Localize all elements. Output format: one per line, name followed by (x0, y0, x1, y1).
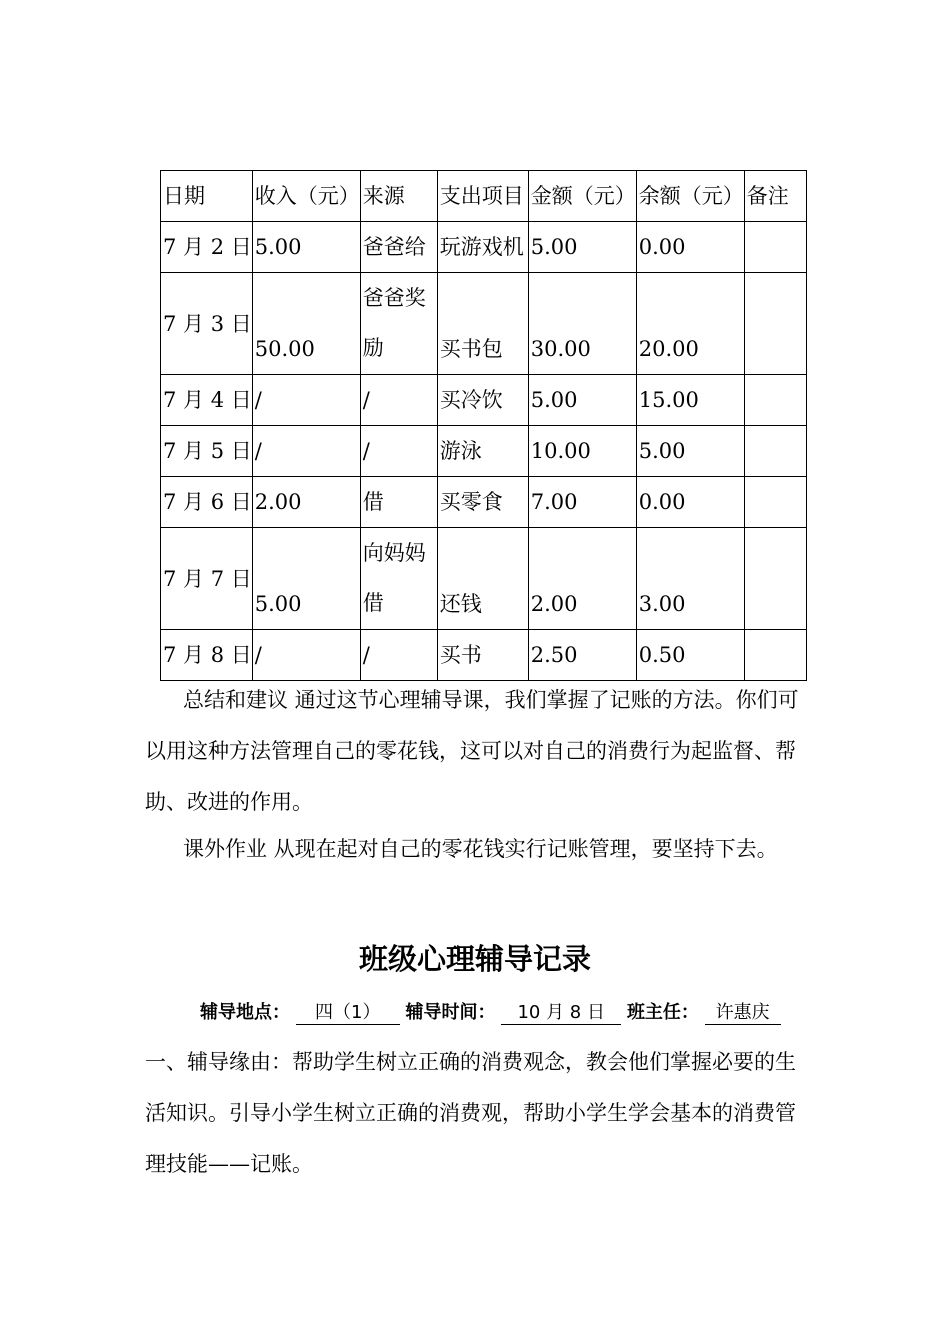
expense-item-cell: 还钱 (437, 528, 528, 630)
expense-item-cell: 买冷饮 (437, 375, 528, 426)
note-cell (744, 426, 806, 477)
time-label: 辅导时间： (405, 1002, 496, 1023)
reason-paragraph: 一、辅导缘由：帮助学生树立正确的消费观念，教会他们掌握必要的生活知识。引导小学生树立正确的消费观，帮助小学生学会基本的消费管理技能——记账。 (145, 1050, 796, 1176)
header-cell: 收入（元） (252, 171, 360, 222)
header-cell: 支出项目 (437, 171, 528, 222)
table-row (161, 528, 807, 630)
location-value: 四（1） (296, 998, 400, 1025)
expense-item-cell: 游泳 (437, 426, 528, 477)
note-cell (744, 222, 806, 273)
income-cell: 2.00 (252, 477, 360, 528)
income-cell: / (252, 630, 360, 681)
balance-cell: 20.00 (636, 273, 744, 375)
ledger-table (160, 170, 807, 681)
header-cell: 备注 (744, 171, 806, 222)
income-cell: / (252, 426, 360, 477)
balance-cell: 0.50 (636, 630, 744, 681)
summary-paragraph: 总结和建议 通过这节心理辅导课，我们掌握了记账的方法。你们可以用这种方法管理自己的零花钱，这可以对自己的消费行为起监督、帮助、改进的作用。 (145, 688, 799, 814)
table-row (161, 375, 807, 426)
income-cell: / (252, 375, 360, 426)
source-cell (360, 273, 437, 375)
date-cell: 7 月 7 日 (161, 528, 253, 630)
date-cell: 7 月 4 日 (161, 375, 253, 426)
table-row (161, 222, 807, 273)
source-cell: / (360, 630, 437, 681)
table-header-row (161, 171, 807, 222)
balance-cell: 3.00 (636, 528, 744, 630)
income-cell: 50.00 (252, 273, 360, 375)
amount-cell: 5.00 (528, 222, 636, 273)
date-cell: 7 月 2 日 (161, 222, 253, 273)
header-cell: 日期 (161, 171, 253, 222)
amount-cell: 2.50 (528, 630, 636, 681)
amount-cell: 10.00 (528, 426, 636, 477)
source-cell: 爸爸给 (360, 222, 437, 273)
source-line: 励 (362, 336, 384, 360)
homework-paragraph: 课外作业 从现在起对自己的零花钱实行记账管理，要坚持下去。 (183, 837, 778, 861)
balance-cell: 5.00 (636, 426, 744, 477)
source-cell: / (360, 426, 437, 477)
source-cell: / (360, 375, 437, 426)
teacher-value: 许惠庆 (705, 998, 781, 1025)
source-cell (360, 528, 437, 630)
note-cell (744, 477, 806, 528)
record-info-line (200, 998, 781, 1025)
header-cell: 金额（元） (528, 171, 636, 222)
balance-cell: 0.00 (636, 222, 744, 273)
date-cell: 7 月 3 日 (161, 273, 253, 375)
source-line: 向妈妈 (362, 541, 426, 565)
header-cell: 来源 (360, 171, 437, 222)
date-cell: 7 月 6 日 (161, 477, 253, 528)
expense-item-cell: 买零食 (437, 477, 528, 528)
record-title: 班级心理辅导记录 (358, 942, 591, 976)
income-cell: 5.00 (252, 222, 360, 273)
income-cell: 5.00 (252, 528, 360, 630)
time-value: 10 月 8 日 (501, 998, 621, 1025)
note-cell (744, 375, 806, 426)
source-line: 爸爸奖 (362, 286, 426, 310)
amount-cell: 30.00 (528, 273, 636, 375)
expense-item-cell: 买书 (437, 630, 528, 681)
location-label: 辅导地点： (200, 1002, 290, 1023)
note-cell (744, 528, 806, 630)
table-row (161, 630, 807, 681)
amount-cell: 5.00 (528, 375, 636, 426)
note-cell (744, 273, 806, 375)
amount-cell: 2.00 (528, 528, 636, 630)
header-cell: 余额（元） (636, 171, 744, 222)
expense-item-cell: 买书包 (437, 273, 528, 375)
source-line: 借 (362, 591, 384, 615)
balance-cell: 15.00 (636, 375, 744, 426)
date-cell: 7 月 8 日 (161, 630, 253, 681)
table-row (161, 426, 807, 477)
amount-cell: 7.00 (528, 477, 636, 528)
note-cell (744, 630, 806, 681)
table-row (161, 273, 807, 375)
date-cell: 7 月 5 日 (161, 426, 253, 477)
teacher-label: 班主任： (626, 1002, 699, 1023)
balance-cell: 0.00 (636, 477, 744, 528)
table-row (161, 477, 807, 528)
source-cell: 借 (360, 477, 437, 528)
expense-item-cell: 玩游戏机 (437, 222, 528, 273)
